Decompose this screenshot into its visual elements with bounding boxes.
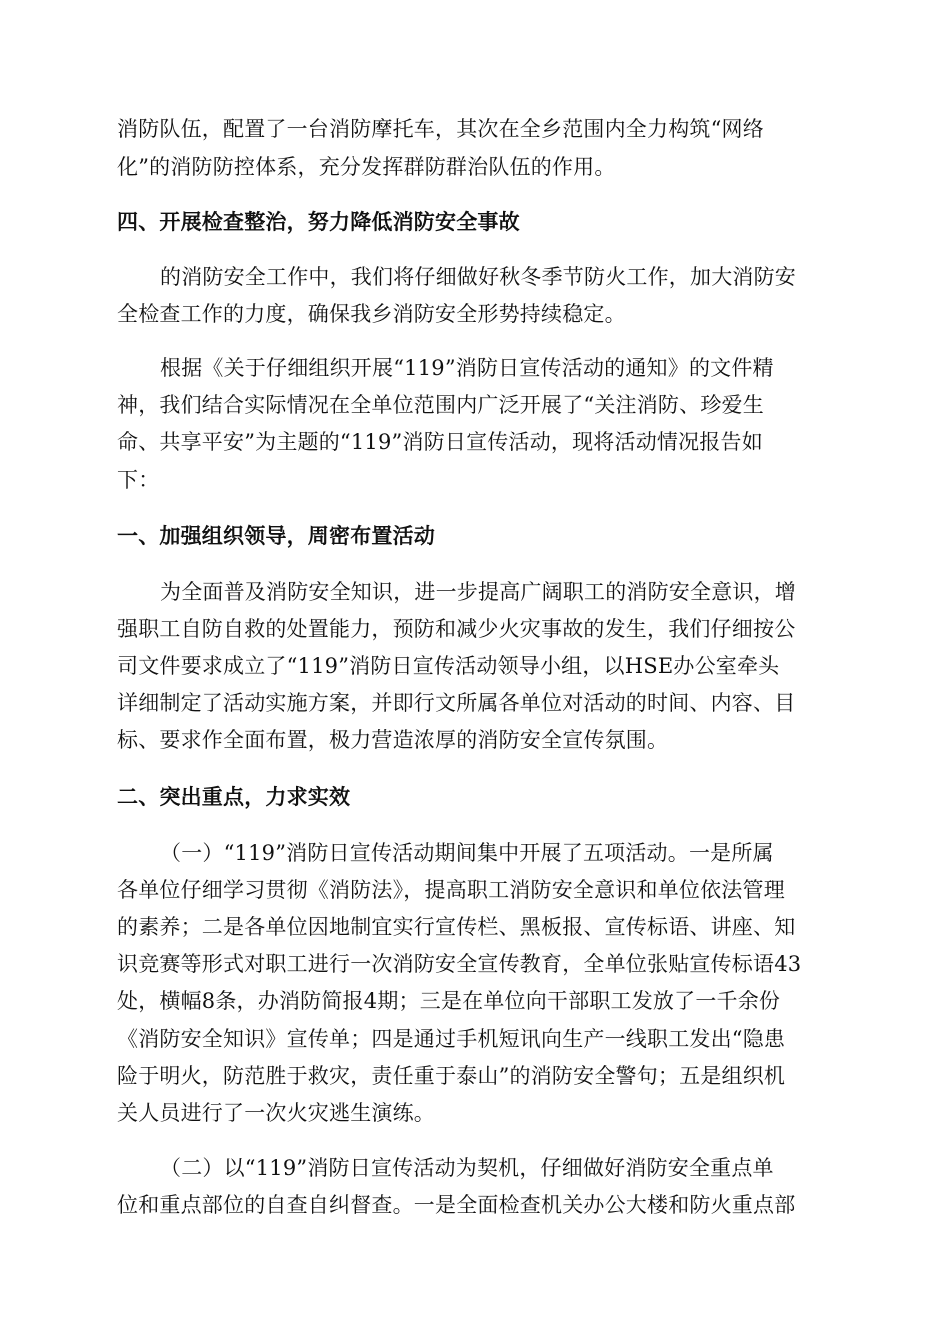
paragraph-line: 的素养；二是各单位因地制宜实行宣传栏、黑板报、宣传标语、讲座、知 bbox=[117, 915, 796, 939]
paragraph-line: 根据《关于仔细组织开展“119”消防日宣传活动的通知》的文件精 bbox=[160, 356, 774, 380]
paragraph-line: 化”的消防防控体系，充分发挥群防群治队伍的作用。 bbox=[117, 155, 616, 179]
section-heading-1: 一、加强组织领导，周密布置活动 bbox=[117, 524, 435, 548]
paragraph-line: 详细制定了活动实施方案，并即行文所属各单位对活动的时间、内容、目 bbox=[117, 691, 796, 715]
paragraph-line: 关人员进行了一次火灾逃生演练。 bbox=[117, 1101, 435, 1125]
paragraph-line: 标、要求作全面布置，极力营造浓厚的消防安全宣传氛围。 bbox=[117, 728, 669, 752]
section-heading-2: 二、突出重点，力求实效 bbox=[117, 785, 351, 809]
paragraph-line: 神，我们结合实际情况在全单位范围内广泛开展了“关注消防、珍爱生 bbox=[117, 393, 764, 417]
paragraph-line: 《消防安全知识》宣传单；四是通过手机短讯向生产一线职工发出“隐患 bbox=[117, 1027, 786, 1051]
paragraph-line: 强职工自防自救的处置能力，预防和减少火灾事故的发生，我们仔细按公 bbox=[117, 617, 796, 641]
paragraph-line: （一）“119”消防日宣传活动期间集中开展了五项活动。一是所属 bbox=[160, 841, 774, 865]
section-heading-4: 四、开展检查整治，努力降低消防安全事故 bbox=[117, 210, 520, 234]
paragraph-line: 为全面普及消防安全知识，进一步提高广阔职工的消防安全意识，增 bbox=[160, 580, 796, 604]
paragraph-line: 命、共享平安”为主题的“119”消防日宣传活动，现将活动情况报告如 bbox=[117, 430, 763, 454]
paragraph-line: 的消防安全工作中，我们将仔细做好秋冬季节防火工作，加大消防安 bbox=[160, 265, 796, 289]
paragraph-line: 位和重点部位的自查自纠督查。一是全面检查机关办公大楼和防火重点部 bbox=[117, 1193, 796, 1217]
paragraph-line: 险于明火，防范胜于救灾，责任重于泰山”的消防安全警句；五是组织机 bbox=[117, 1064, 786, 1088]
paragraph-line: （二）以“119”消防日宣传活动为契机，仔细做好消防安全重点单 bbox=[160, 1156, 774, 1180]
paragraph-line: 识竞赛等形式对职工进行一次消防安全宣传教育，全单位张贴宣传标语43 bbox=[117, 952, 802, 976]
paragraph-line: 消防队伍，配置了一台消防摩托车，其次在全乡范围内全力构筑“网络 bbox=[117, 117, 764, 141]
paragraph-line: 下： bbox=[117, 468, 160, 492]
paragraph-line: 处，横幅8条，办消防简报4期；三是在单位向干部职工发放了一千余份 bbox=[117, 989, 781, 1013]
paragraph-line: 全检查工作的力度，确保我乡消防安全形势持续稳定。 bbox=[117, 302, 626, 326]
paragraph-line: 司文件要求成立了“119”消防日宣传活动领导小组，以HSE办公室牵头 bbox=[117, 654, 780, 678]
paragraph-line: 各单位仔细学习贯彻《消防法》，提高职工消防安全意识和单位依法管理 bbox=[117, 878, 785, 902]
